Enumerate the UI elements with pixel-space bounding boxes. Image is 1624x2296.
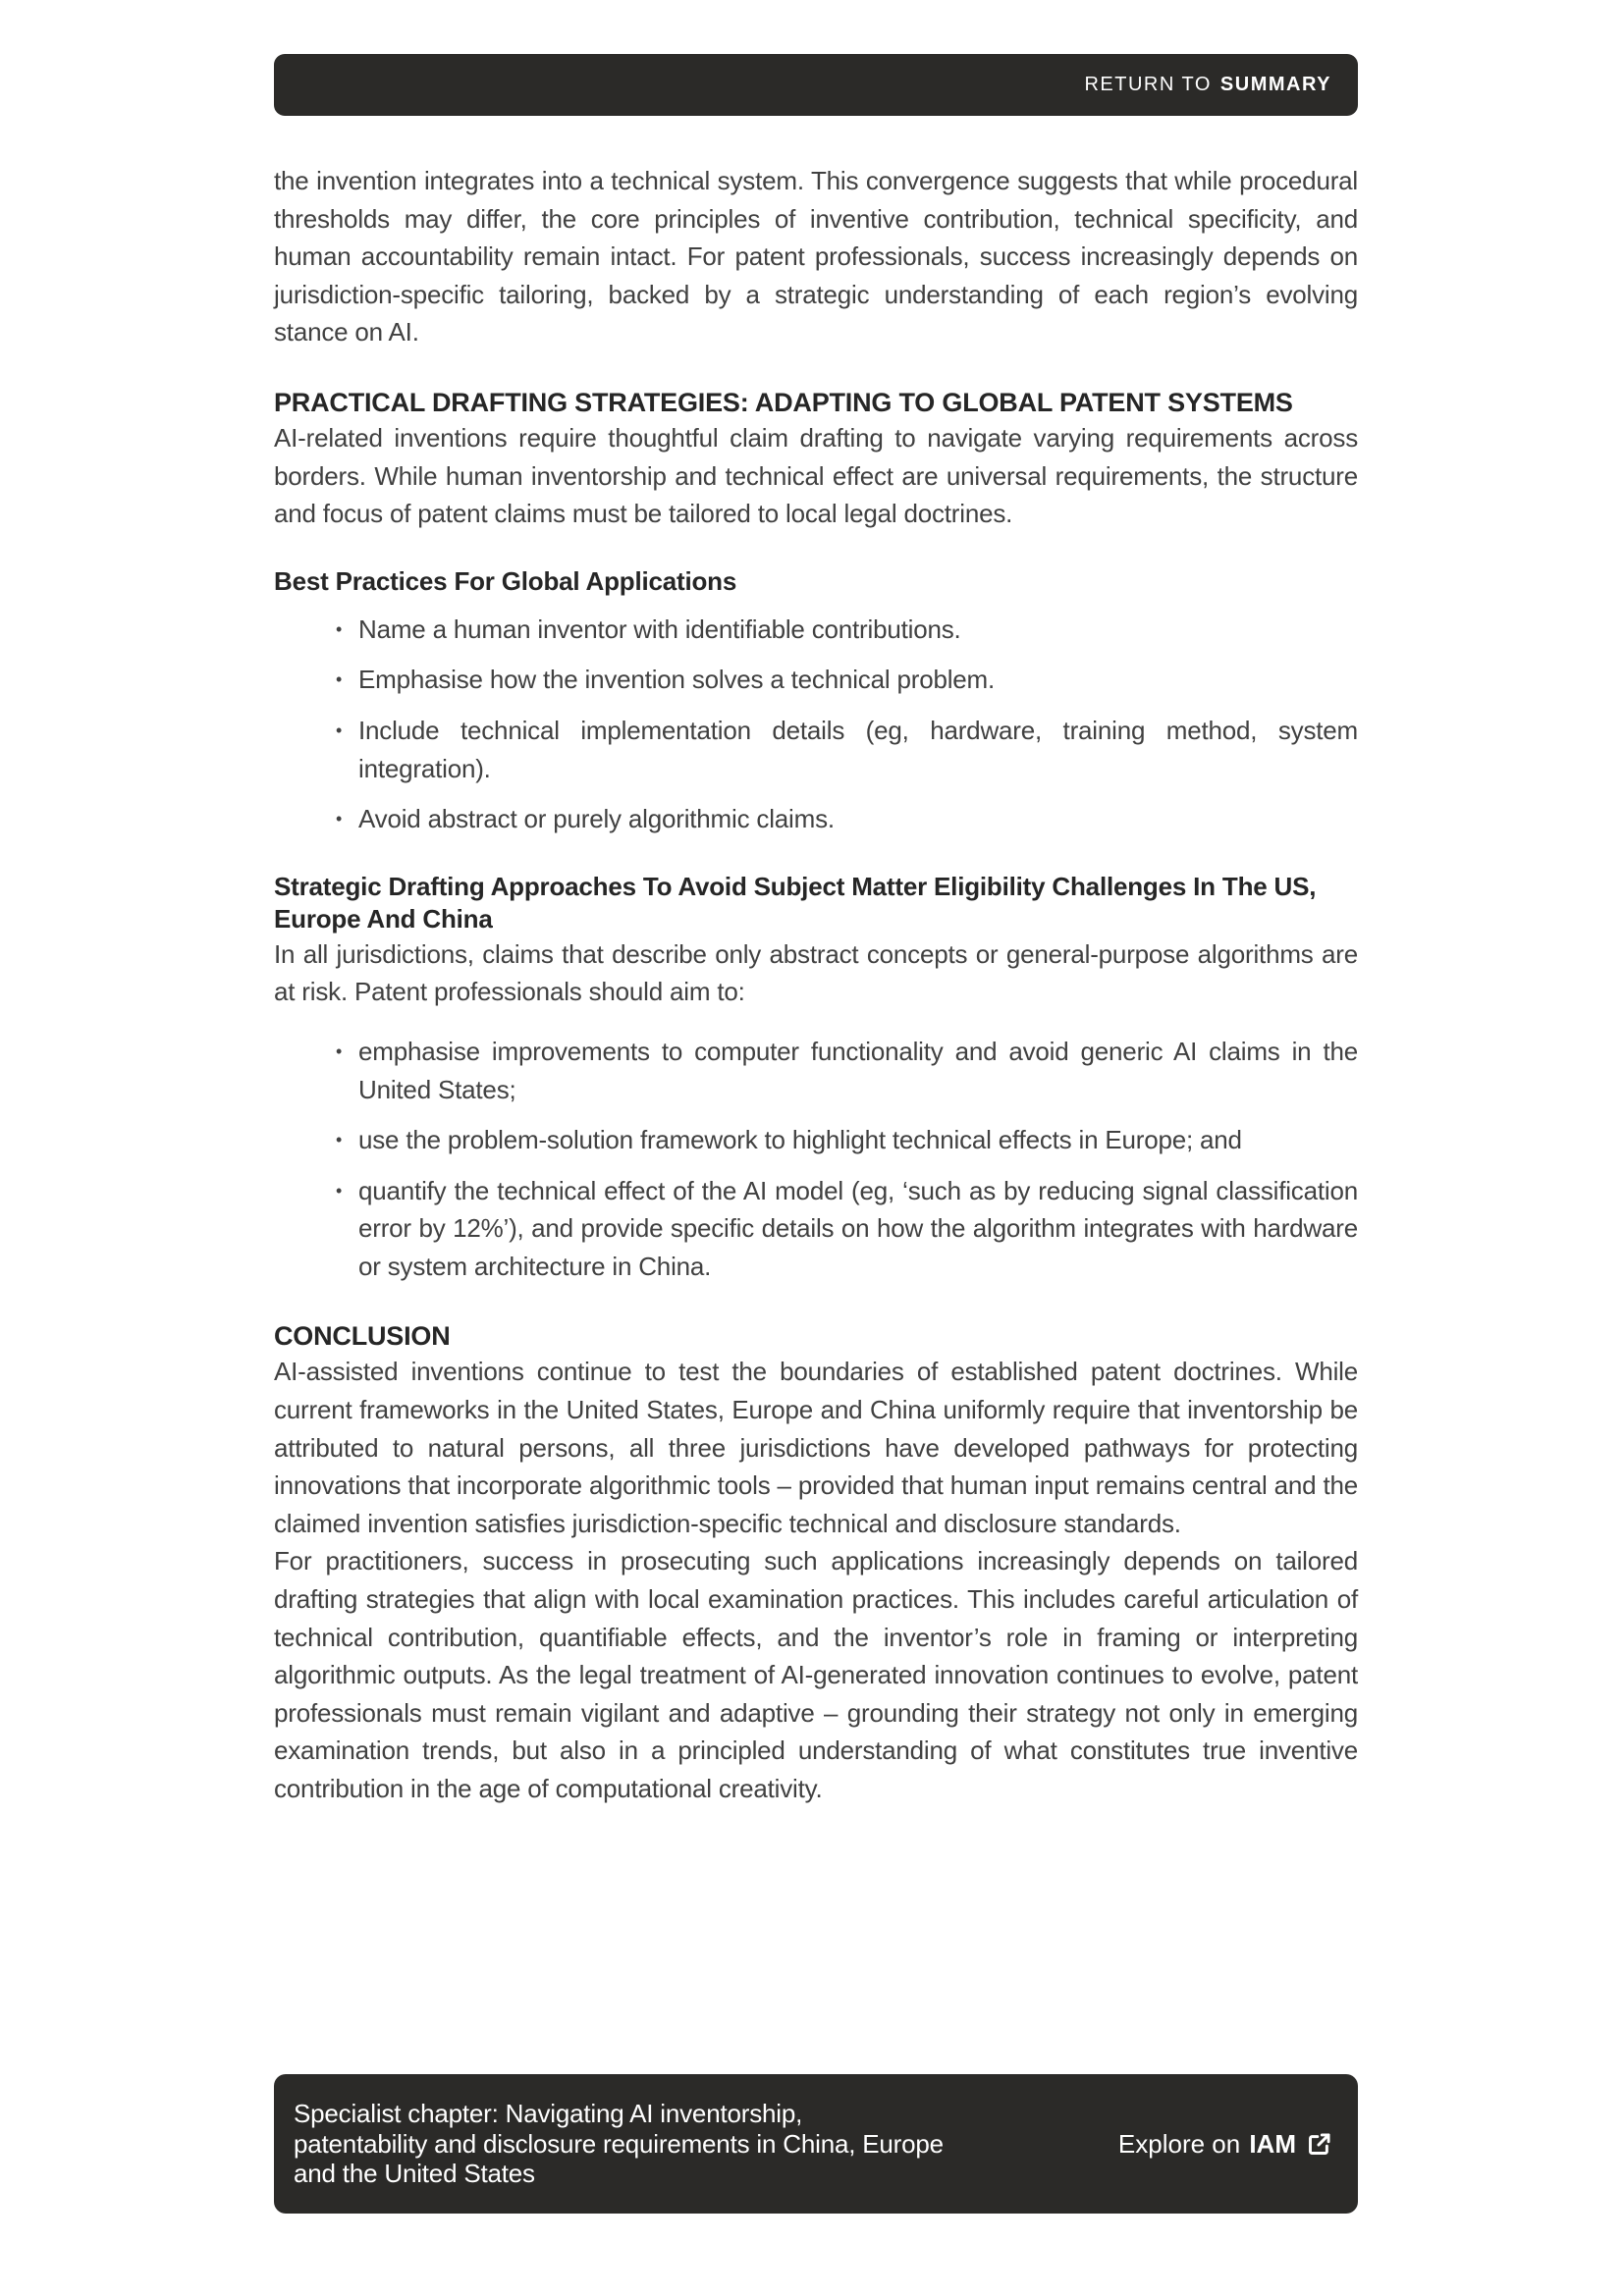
section-heading-conclusion: CONCLUSION (274, 1321, 451, 1352)
best-practices-list (274, 611, 1358, 838)
conclusion-paragraph-1: AI-assisted inventions continue to test the boundaries of established patent doctrines. While current frameworks in the United States, Europe and China uniformly require that inventorship be attributed to natural persons, all three jurisdictions have developed pathways for protecting innovations that incorporate algorithmic tools – provided that human input remains central and the claimed invention satisfies jurisdiction-specific technical and disclosure standards. (274, 1357, 1358, 1538)
list-item-text: Name a human inventor with identifiable contributions. (358, 614, 961, 644)
page-content-column (274, 54, 1358, 1808)
strategic-drafting-list (274, 1033, 1358, 1286)
list-item (274, 1172, 1358, 1286)
list-item-text: Emphasise how the invention solves a technical problem. (358, 665, 996, 695)
strategic-drafting-paragraph: In all jurisdictions, claims that describe only abstract concepts or general-purpose algorithms are at risk. Patent professionals should aim to: (274, 938, 1358, 1007)
list-item (274, 611, 1358, 649)
list-item (274, 1121, 1358, 1159)
external-link-icon (1306, 2131, 1332, 2158)
explore-on-iam-link[interactable]: Explore on IAM (1118, 2129, 1332, 2160)
intro-paragraph: the invention integrates into a technical system. This convergence suggests that while procedural thresholds may differ, the core principles of inventive contribution, technical specificity, and human accountability remain intact. For patent professionals, success increasingly depends on jurisdiction-specific tailoring, backed by a strategic understanding of each region’s evolving stance on AI. (274, 166, 1358, 347)
section-heading-practical-drafting: PRACTICAL DRAFTING STRATEGIES: ADAPTING TO GLOBAL PATENT SYSTEMS (274, 387, 1293, 417)
chapter-title-line: and the United States (294, 2159, 535, 2189)
chapter-title-line: Specialist chapter: Navigating AI inventorship, (294, 2099, 803, 2129)
list-item-text: emphasise improvements to computer functionality and avoid generic AI claims in the United States; (358, 1036, 1358, 1104)
list-item (274, 661, 1358, 699)
list-item-text: Include technical implementation details (eg, hardware, training method, system integration). (358, 715, 1358, 783)
chapter-title-line: patentability and disclosure requirements in China, Europe (294, 2128, 944, 2159)
list-item (274, 712, 1358, 787)
list-item-text: use the problem-solution framework to highlight technical effects in Europe; and (358, 1125, 1242, 1155)
bullet-icon: • (336, 669, 343, 690)
practical-drafting-paragraph: AI-related inventions require thoughtful claim drafting to navigate varying requirements across borders. While human inventorship and technical effect are universal requirements, the structure and focus of patent claims must be tailored to local legal doctrines. (274, 422, 1358, 529)
list-item-text: Avoid abstract or purely algorithmic claims. (358, 804, 835, 834)
bullet-icon: • (336, 720, 343, 740)
list-item (274, 800, 1358, 838)
return-to-summary-button[interactable] (274, 54, 1358, 116)
bullet-icon: • (336, 1180, 343, 1201)
chapter-footer-banner (274, 2074, 1358, 2214)
bullet-icon: • (336, 1041, 343, 1061)
return-to-summary-label: RETURN TO SUMMARY (1084, 74, 1331, 95)
list-item-text: quantify the technical effect of the AI model (eg, ‘such as by reducing signal classification error by 12%’), and provide specific details on how the algorithm integrates with hardware or system architecture in China. (358, 1175, 1358, 1281)
chapter-title (294, 2099, 944, 2189)
bullet-icon: • (336, 1130, 343, 1150)
list-item (274, 1033, 1358, 1108)
bullet-icon: • (336, 809, 343, 829)
subheading-strategic-drafting: Strategic Drafting Approaches To Avoid Subject Matter Eligibility Challenges In The US, Europe And China (274, 871, 1317, 934)
bullet-icon: • (336, 618, 343, 639)
conclusion-paragraph-2: For practitioners, success in prosecuting such applications increasingly depends on tailored drafting strategies that align with local examination practices. This includes careful articulation of technical contribution, quantifiable effects, and the inventor’s role in framing or interpreting algorithmic outputs. As the legal treatment of AI-generated innovation continues to evolve, patent professionals must remain vigilant and adaptive – grounding their strategy not only in emerging examination trends, but also in a principled understanding of what constitutes true inventive contribution in the age of computational creativity. (274, 1546, 1358, 1803)
subheading-best-practices: Best Practices For Global Applications (274, 565, 737, 596)
